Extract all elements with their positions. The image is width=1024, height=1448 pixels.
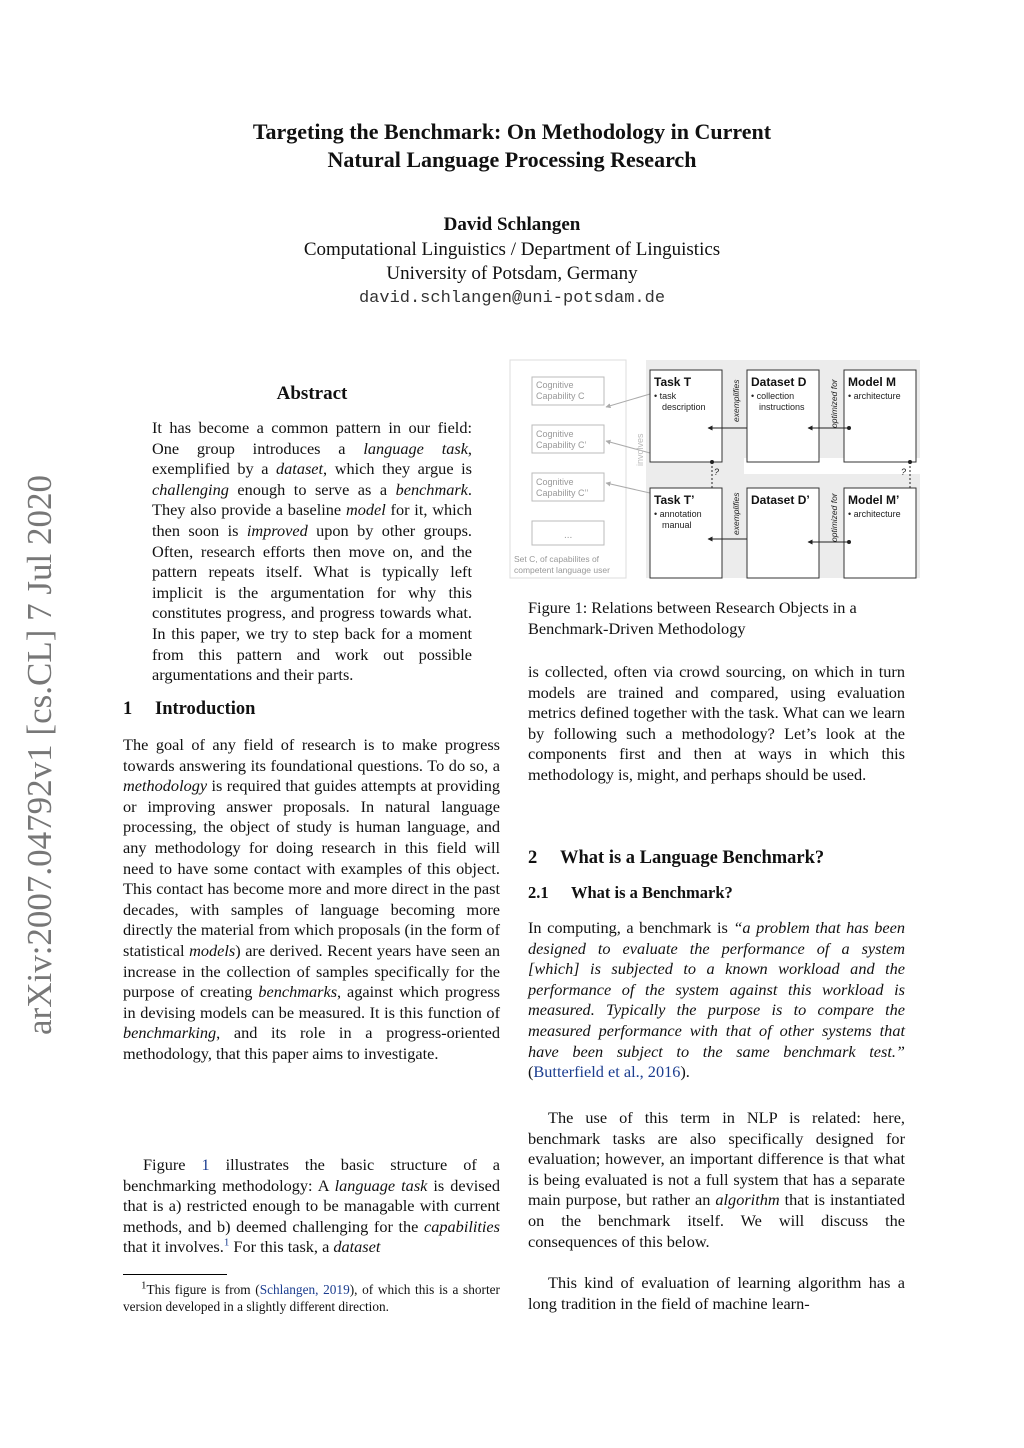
ml-tradition-paragraph: This kind of evaluation of learning algorithm has a long tradition in the field of machine learn-	[528, 1273, 905, 1313]
svg-text:description: description	[662, 402, 706, 412]
svg-text:Cognitive: Cognitive	[536, 429, 574, 439]
section-2-heading: 2 What is a Language Benchmark?	[528, 848, 825, 868]
svg-text:optimized for: optimized for	[829, 493, 839, 542]
paper-title	[0, 118, 1024, 174]
abstract-heading: Abstract	[276, 383, 348, 404]
author-email: david.schlangen@uni-potsdam.de	[358, 289, 666, 308]
nlp-benchmark-paragraph: The use of this term in NLP is related: here, benchmark tasks are also specifically designed for evaluation; however, an important difference is that what is being evaluated is not a full system that has a separate main purpose, but rather an algorithm that is instantiated on the benchmark itself. We will discuss the consequences of this below.	[528, 1108, 905, 1251]
svg-text:• task: • task	[654, 391, 677, 401]
svg-text:Task T’: Task T’	[654, 493, 695, 507]
svg-text:optimized for: optimized for	[829, 379, 839, 428]
svg-text:• collection: • collection	[751, 391, 795, 401]
svg-text:instructions: instructions	[759, 402, 805, 412]
svg-text:Model M: Model M	[848, 375, 896, 389]
svg-text:exemplifies: exemplifies	[731, 379, 741, 422]
svg-text:...: ...	[564, 530, 573, 541]
svg-text:manual: manual	[662, 520, 692, 530]
svg-text:Dataset D’: Dataset D’	[751, 493, 810, 507]
footnote-citation[interactable]: Schlangen, 2019	[259, 1282, 350, 1297]
svg-text:Model M’: Model M’	[848, 493, 900, 507]
svg-text:Capability C’’: Capability C’’	[536, 488, 589, 498]
footnote-rule	[123, 1274, 227, 1275]
footnote-ref[interactable]: 1	[223, 1236, 230, 1249]
section-1-heading: 1 Introduction	[123, 699, 256, 719]
subsection-2-1-heading: 2.1 What is a Benchmark?	[528, 883, 733, 902]
svg-text:?: ?	[714, 467, 720, 477]
title-line-1: Targeting the Benchmark: On Methodology in Current	[252, 119, 772, 144]
author-affiliation: Computational Linguistics / Department of Linguistics	[303, 239, 721, 260]
svg-text:Cognitive: Cognitive	[536, 477, 574, 487]
cap-c-label-2: Capability C	[536, 391, 585, 401]
set-label-2: competent language user	[514, 565, 610, 575]
svg-text:Dataset D: Dataset D	[751, 375, 807, 389]
set-label-1: Set C, of capabilites of	[514, 554, 600, 564]
intro-paragraph-2: Figure 1 illustrates the basic structure of a benchmarking methodology: A language task is devised that is a) restricted enough to be managable with current methods, and b) deemed challenging for the capabilities that it involves.$^1$ For this task, a dataset	[123, 1155, 500, 1257]
svg-text:• architecture: • architecture	[848, 509, 901, 519]
right-paragraph-1: is collected, often via crowd sourcing, on which in turn models are trained and compared, using evaluation metrics defined together with the task. What can we learn by following such a methodology? Let’s look at the components first and then at ways in which this methodology is, might, and perhaps should be used.	[528, 662, 905, 784]
author-university: University of Potsdam, Germany	[386, 263, 638, 284]
benchmark-definition-paragraph: In computing, a benchmark is “a problem that has been designed to evaluate the performance of a system [which] is subjected to a known workload and the performance of the system against this workload is measured. Typically the purpose is to compare the measured performance with that of other systems that have been subject to the same benchmark test.” (Butterfield et al., 2016).	[528, 918, 905, 1082]
svg-text:Capability C’: Capability C’	[536, 440, 587, 450]
involves-label: involves	[635, 433, 645, 466]
butterfield-citation[interactable]: Butterfield et al., 2016	[533, 1062, 681, 1082]
figure-1-caption: Figure 1: Relations between Research Objects in a Benchmark-Driven Methodology	[528, 598, 857, 638]
svg-text:?: ?	[901, 467, 907, 477]
title-line-2: Natural Language Processing Research	[327, 147, 697, 172]
arxiv-stamp: arXiv:2007.04792v1 [cs.CL] 7 Jul 2020	[20, 475, 59, 1035]
intro-paragraph-1: The goal of any field of research is to make progress towards answering its foundational questions. To do so, a methodology is required that guides attempts at providing or improving answer proposals. In natural language processing, the object of study is human language, and any methodology for doing research in this field will need to have some contact with examples of this object. This contact has become more and more direct in the past decades, with samples of language becoming more directly the material from which proposals (in the form of statistical models) are derived. Recent years have seen an increase in the collection of samples specifically for the purpose of creating benchmarks, against which progress in devising models can be measured. It is this function of benchmarking, and its role in a progress-oriented methodology, that this paper aims to investigate.	[123, 735, 501, 1063]
figure-ref-link[interactable]: 1	[201, 1155, 210, 1174]
svg-text:exemplifies: exemplifies	[731, 492, 741, 535]
footnote-1: $^1$This figure is from (Schlangen, 2019), of which this is a shorter version developed in a slightly different direction.	[123, 1279, 500, 1314]
author-name: David Schlangen	[443, 214, 581, 235]
figure-1-diagram	[508, 358, 920, 586]
cap-c-label-1: Cognitive	[536, 380, 574, 390]
svg-text:• annotation: • annotation	[654, 509, 702, 519]
svg-text:• architecture: • architecture	[848, 391, 901, 401]
abstract-body: It has become a common pattern in our field: One group introduces a language task, exemplified by a dataset, which they argue is challenging enough to serve as a benchmark. They also provide a baseline model for it, which then soon is improved upon by other groups. Often, research efforts then move on, and the pattern repeats itself. What is typically left implicit is the argumentation for why this constitutes progress, and progress towards what. In this paper, we try to step back for a moment from this pattern and work out possible argumentations and their parts.	[152, 418, 472, 685]
svg-text:Task T: Task T	[654, 375, 692, 389]
